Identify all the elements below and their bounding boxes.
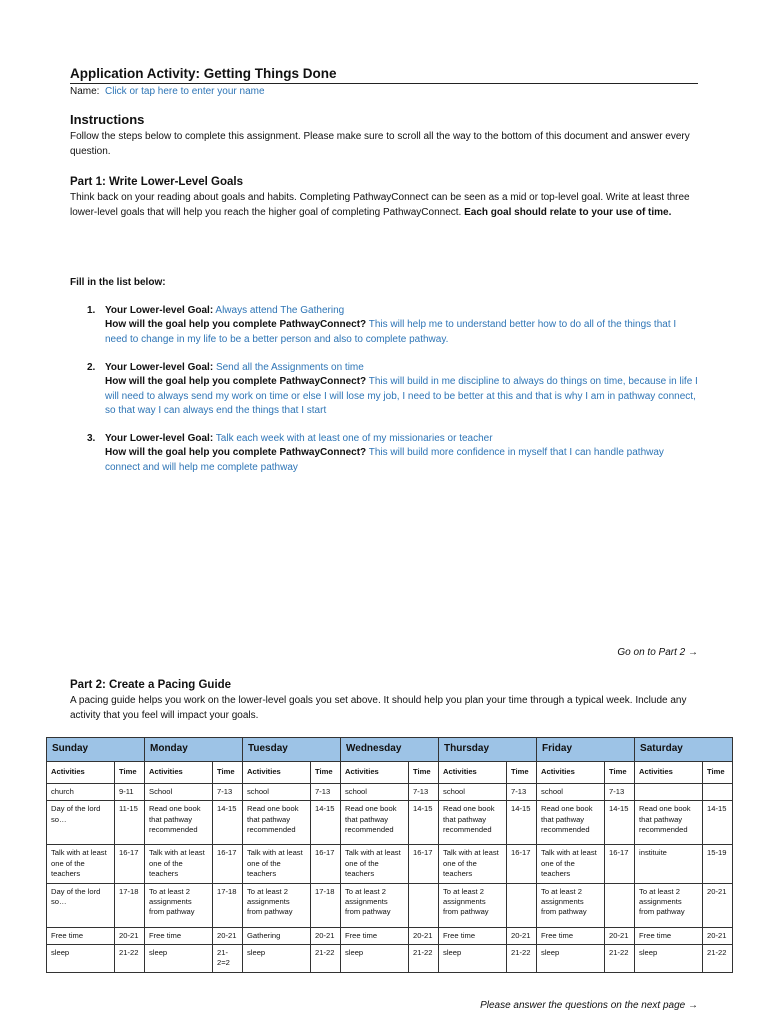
activity-cell[interactable]: To at least 2 assignments from pathway <box>635 883 703 927</box>
day-header: Saturday <box>635 738 733 762</box>
time-cell[interactable]: 14-15 <box>311 801 341 845</box>
activity-cell[interactable]: Day of the lord so… <box>47 883 115 927</box>
time-cell[interactable]: 17-18 <box>213 883 243 927</box>
activity-cell[interactable]: sleep <box>243 945 311 973</box>
help-answer[interactable]: This will build more confidence in myself that I can handle pathway connect and will help me complete pathway <box>105 447 664 473</box>
goal-answer[interactable]: Send all the Assignments on time <box>215 362 364 373</box>
time-cell[interactable]: 16-17 <box>605 845 635 883</box>
activities-header: Activities <box>145 762 213 784</box>
time-cell[interactable]: 21-22 <box>311 945 341 973</box>
next-page-note <box>70 1000 698 1011</box>
day-header: Thursday <box>439 738 537 762</box>
time-cell[interactable]: 14-15 <box>507 801 537 845</box>
activity-cell[interactable]: Talk with at least one of the teachers <box>243 845 311 883</box>
part1-text <box>70 191 698 220</box>
time-header: Time <box>213 762 243 784</box>
goal-label: Your Lower-level Goal: <box>105 433 214 444</box>
goal-label: Your Lower-level Goal: <box>105 305 214 316</box>
activity-cell[interactable]: sleep <box>439 945 507 973</box>
activity-cell[interactable]: To at least 2 assignments from pathway <box>341 883 409 927</box>
activity-cell[interactable]: sleep <box>635 945 703 973</box>
time-cell[interactable]: 20-21 <box>703 927 733 944</box>
activity-cell[interactable]: Read one book that pathway recommended <box>635 801 703 845</box>
name-line <box>70 86 265 97</box>
activity-cell[interactable] <box>635 784 703 801</box>
time-header: Time <box>605 762 635 784</box>
time-cell[interactable]: 21-22 <box>703 945 733 973</box>
time-header: Time <box>311 762 341 784</box>
activity-cell[interactable]: sleep <box>145 945 213 973</box>
activity-cell[interactable]: Read one book that pathway recommended <box>145 801 213 845</box>
time-cell[interactable]: 21-22 <box>409 945 439 973</box>
time-cell[interactable]: 20-21 <box>605 927 635 944</box>
time-cell[interactable]: 16-17 <box>409 845 439 883</box>
activities-header: Activities <box>537 762 605 784</box>
goal-answer[interactable]: Talk each week with at least one of my missionaries or teacher <box>215 433 493 444</box>
goal-number: 2. <box>87 362 96 373</box>
day-header: Tuesday <box>243 738 341 762</box>
time-cell[interactable]: 7-13 <box>409 784 439 801</box>
part2-text: A pacing guide helps you work on the lower-level goals you set above. It should help you plan your time through a typical week. Include any activity that you feel will impact your goals. <box>70 695 687 721</box>
name-input[interactable]: Click or tap here to enter your name <box>105 86 265 97</box>
time-cell[interactable]: 14-15 <box>703 801 733 845</box>
time-cell[interactable]: 16-17 <box>311 845 341 883</box>
time-cell[interactable]: 21-22 <box>115 945 145 973</box>
time-cell[interactable]: 7-13 <box>507 784 537 801</box>
time-header: Time <box>409 762 439 784</box>
activity-cell[interactable]: Free time <box>145 927 213 944</box>
time-header: Time <box>703 762 733 784</box>
time-cell[interactable] <box>507 883 537 927</box>
arrow-right-icon: → <box>688 1000 698 1011</box>
time-cell[interactable]: 20-21 <box>507 927 537 944</box>
activity-cell[interactable]: sleep <box>341 945 409 973</box>
time-cell[interactable]: 14-15 <box>213 801 243 845</box>
help-answer[interactable]: This will build in me discipline to always do things on time, because in life I will need to always send my work on time or else I will lose my job, I need to be better at this and that is why I am in pathway connect, so that way I can always end the things that I start <box>105 376 698 416</box>
activity-cell[interactable]: School <box>145 784 213 801</box>
time-cell[interactable] <box>605 883 635 927</box>
table-row <box>47 945 733 973</box>
activity-cell[interactable]: Read one book that pathway recommended <box>439 801 507 845</box>
go-on-note <box>70 647 698 658</box>
arrow-right-icon: → <box>688 647 698 658</box>
time-cell[interactable]: 15-19 <box>703 845 733 883</box>
fill-in-label: Fill in the list below: <box>70 277 166 288</box>
goal-item <box>87 361 698 418</box>
goal-item <box>87 304 698 347</box>
activity-cell[interactable]: school <box>341 784 409 801</box>
activity-cell[interactable]: Talk with at least one of the teachers <box>537 845 605 883</box>
table-row <box>47 784 733 801</box>
activity-cell[interactable]: Free time <box>537 927 605 944</box>
time-cell[interactable]: 17-18 <box>115 883 145 927</box>
day-header: Friday <box>537 738 635 762</box>
go-on-text: Go on to Part 2 <box>617 647 686 658</box>
activity-cell[interactable]: instituite <box>635 845 703 883</box>
time-cell[interactable]: 14-15 <box>409 801 439 845</box>
help-label: How will the goal help you complete PathwayConnect? <box>105 376 367 388</box>
part1-text-body: Think back on your reading about goals and habits. Completing PathwayConnect can be seen as a mid or top-level goal. Write at least three lower-level goals that will help you reach the higher goal of completing PathwayConnect. <box>70 192 690 218</box>
part1-heading: Part 1: Write Lower-Level Goals <box>70 176 243 188</box>
activity-cell[interactable]: school <box>243 784 311 801</box>
name-label: Name: <box>70 86 100 97</box>
time-cell[interactable]: 20-21 <box>311 927 341 944</box>
activity-cell[interactable]: To at least 2 assignments from pathway <box>439 883 507 927</box>
activity-cell[interactable]: Talk with at least one of the teachers <box>145 845 213 883</box>
activity-cell[interactable]: Day of the lord so… <box>47 801 115 845</box>
activity-cell[interactable]: Read one book that pathway recommended <box>537 801 605 845</box>
time-cell[interactable]: 7-13 <box>311 784 341 801</box>
time-cell[interactable]: 16-17 <box>507 845 537 883</box>
time-cell[interactable]: 20-21 <box>115 927 145 944</box>
table-row <box>47 927 733 944</box>
time-cell[interactable] <box>409 883 439 927</box>
time-header: Time <box>115 762 145 784</box>
time-cell[interactable]: 16-17 <box>115 845 145 883</box>
pacing-table-body <box>47 784 733 973</box>
table-row <box>47 801 733 845</box>
day-header: Monday <box>145 738 243 762</box>
activity-cell[interactable]: school <box>439 784 507 801</box>
goal-answer[interactable]: Always attend The Gathering <box>215 305 345 316</box>
activities-header: Activities <box>439 762 507 784</box>
activity-cell[interactable]: To at least 2 assignments from pathway <box>145 883 213 927</box>
help-label: How will the goal help you complete PathwayConnect? <box>105 319 367 331</box>
activity-cell[interactable]: sleep <box>537 945 605 973</box>
activity-cell[interactable]: Talk with at least one of the teachers <box>439 845 507 883</box>
goal-label: Your Lower-level Goal: <box>105 362 214 373</box>
pacing-guide-table <box>46 737 733 973</box>
activities-header: Activities <box>47 762 115 784</box>
time-cell[interactable]: 21-22 <box>507 945 537 973</box>
activity-cell[interactable]: sleep <box>47 945 115 973</box>
goal-number: 1. <box>87 305 96 316</box>
time-cell[interactable] <box>703 784 733 801</box>
part1-text-emphasis: Each goal should relate to your use of time. <box>464 206 672 218</box>
document-title: Application Activity: Getting Things Done <box>70 66 337 81</box>
day-header: Sunday <box>47 738 145 762</box>
time-cell[interactable]: 9-11 <box>115 784 145 801</box>
activities-header: Activities <box>635 762 703 784</box>
goal-item <box>87 432 698 475</box>
activities-header: Activities <box>243 762 311 784</box>
time-cell[interactable]: 7-13 <box>605 784 635 801</box>
day-header: Wednesday <box>341 738 439 762</box>
help-answer[interactable]: This will help me to understand better how to do all of the things that I need to change in my life to be a better person and also to complete pathway. <box>105 319 677 345</box>
activity-cell[interactable]: Free time <box>341 927 409 944</box>
time-cell[interactable]: 21-22 <box>605 945 635 973</box>
help-label: How will the goal help you complete PathwayConnect? <box>105 447 367 459</box>
instructions-text: Follow the steps below to complete this assignment. Please make sure to scroll all the way to the bottom of this document and answer every question. <box>70 131 690 157</box>
activity-cell[interactable]: Talk with at least one of the teachers <box>341 845 409 883</box>
time-cell[interactable]: 11-15 <box>115 801 145 845</box>
time-cell[interactable]: 20-21 <box>213 927 243 944</box>
next-page-text: Please answer the questions on the next page <box>480 1000 686 1011</box>
activity-cell[interactable]: Read one book that pathway recommended <box>243 801 311 845</box>
part2-heading: Part 2: Create a Pacing Guide <box>70 679 232 691</box>
activity-cell[interactable]: Read one book that pathway recommended <box>341 801 409 845</box>
activity-cell[interactable]: Free time <box>439 927 507 944</box>
activity-cell[interactable]: school <box>537 784 605 801</box>
activity-cell[interactable]: church <box>47 784 115 801</box>
time-header: Time <box>507 762 537 784</box>
activity-cell[interactable]: Free time <box>635 927 703 944</box>
table-row <box>47 845 733 883</box>
activity-cell[interactable]: Free time <box>47 927 115 944</box>
column-header-row <box>47 762 733 784</box>
time-cell[interactable]: 20-21 <box>703 883 733 927</box>
time-cell[interactable]: 7-13 <box>213 784 243 801</box>
activity-cell[interactable]: Gathering <box>243 927 311 944</box>
activity-cell[interactable]: To at least 2 assignments from pathway <box>243 883 311 927</box>
table-row <box>47 883 733 927</box>
goal-number: 3. <box>87 433 96 444</box>
day-header-row <box>47 738 733 762</box>
time-cell[interactable]: 16-17 <box>213 845 243 883</box>
activity-cell[interactable]: Talk with at least one of the teachers <box>47 845 115 883</box>
time-cell[interactable]: 21-2=2 <box>213 945 243 973</box>
activities-header: Activities <box>341 762 409 784</box>
activity-cell[interactable]: To at least 2 assignments from pathway <box>537 883 605 927</box>
instructions-heading: Instructions <box>70 112 145 127</box>
time-cell[interactable]: 17-18 <box>311 883 341 927</box>
time-cell[interactable]: 14-15 <box>605 801 635 845</box>
title-divider <box>70 83 698 84</box>
time-cell[interactable]: 20-21 <box>409 927 439 944</box>
